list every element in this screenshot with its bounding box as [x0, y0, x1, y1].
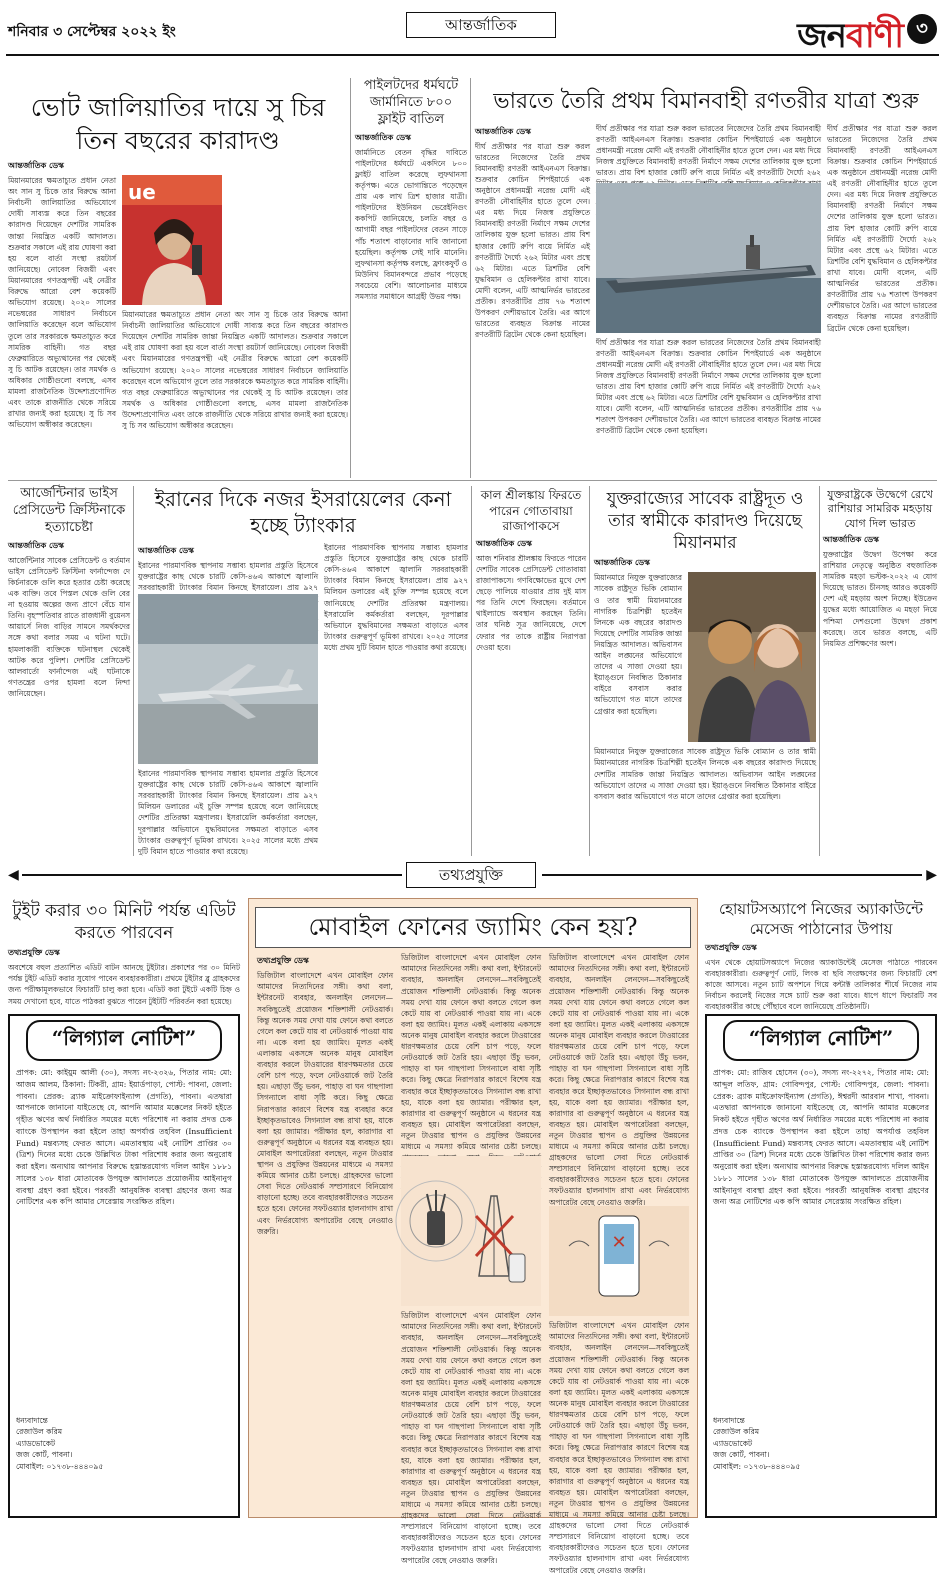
article-germany	[355, 78, 467, 478]
article-india-russia	[823, 488, 937, 856]
headline[interactable]: কাল শ্রীলঙ্কায় ফিরতে পারেন গোতাবায়া রাজাপাকসে	[480, 488, 582, 534]
article-body-cont3: ডিজিটাল বাংলাদেশে এখন মোবাইল ফোন আমাদের নিত্যদিনের সঙ্গী। কথা বলা, ইন্টারনেট ব্যবহার, অনলাইন লেনদেন—সবকিছুতেই প্রয়োজন শক্তিশালী নেটওয়ার্ক। কিন্তু অনেক সময় দেখা যায় ফোনে কথা বলতে গেলে কল কেটে যায় বা নেটওয়ার্ক পাওয়া যায় না। একে বলা হয় জ্যামিং। মূলত একই এলাকায় একসঙ্গে অনেক মানুষ মোবাইল ব্যবহার করলে টাওয়ারের ধারণক্ষমতার চেয়ে বেশি চাপ পড়ে, ফলে নেটওয়ার্কে জট তৈরি হয়। এছাড়া উঁচু ভবন, পাহাড় বা ঘন গাছপালা সিগন্যালে বাধা সৃষ্টি করে। কিছু ক্ষেত্রে নিরাপত্তার কারণে বিশেষ যন্ত্র ব্যবহার করে ইচ্ছাকৃতভাবেও সিগন্যাল বন্ধ রাখা হয়, যাকে বলা হয় জ্যামার। পরীক্ষার হল, কারাগার বা গুরুত্বপূর্ণ অনুষ্ঠানে এ ধরনের যন্ত্র ব্যবহৃত হয়। মোবাইল অপারেটররা বলছেন, নতুন টাওয়ার স্থাপন ও প্রযুক্তির উন্নয়নের মাধ্যমে এ সমস্যা কমিয়ে আনার চেষ্টা চলছে। গ্রাহকদের ভালো সেবা দিতে নেটওয়ার্ক সম্প্রসারণে বিনিয়োগ বাড়ানো হচ্ছে। তবে ব্যবহারকারীদেরও সচেতন হতে হবে। ফোনের সফটওয়্যার হালনাগাদ রাখা এবং নির্ভরযোগ্য অপারেটর বেছে নেওয়াও জরুরি।	[549, 953, 689, 1207]
article-body-cont4: ডিজিটাল বাংলাদেশে এখন মোবাইল ফোন আমাদের নিত্যদিনের সঙ্গী। কথা বলা, ইন্টারনেট ব্যবহার, অনলাইন লেনদেন—সবকিছুতেই প্রয়োজন শক্তিশালী নেটওয়ার্ক। কিন্তু অনেক সময় দেখা যায় ফোনে কথা বলতে গেলে কল কেটে যায় বা নেটওয়ার্ক পাওয়া যায় না। একে বলা হয় জ্যামিং। মূলত একই এলাকায় একসঙ্গে অনেক মানুষ মোবাইল ব্যবহার করলে টাওয়ারের ধারণক্ষমতার চেয়ে বেশি চাপ পড়ে, ফলে নেটওয়ার্কে জট তৈরি হয়। এছাড়া উঁচু ভবন, পাহাড় বা ঘন গাছপালা সিগন্যালে বাধা সৃষ্টি করে। কিছু ক্ষেত্রে নিরাপত্তার কারণে বিশেষ যন্ত্র ব্যবহার করে ইচ্ছাকৃতভাবেও সিগন্যাল বন্ধ রাখা হয়, যাকে বলা হয় জ্যামার। পরীক্ষার হল, কারাগার বা গুরুত্বপূর্ণ অনুষ্ঠানে এ ধরনের যন্ত্র ব্যবহৃত হয়। মোবাইল অপারেটররা বলছেন, নতুন টাওয়ার স্থাপন ও প্রযুক্তির উন্নয়নের মাধ্যমে এ সমস্যা কমিয়ে আনার চেষ্টা চলছে। গ্রাহকদের ভালো সেবা দিতে নেটওয়ার্ক সম্প্রসারণে বিনিয়োগ বাড়ানো হচ্ছে। তবে ব্যবহারকারীদেরও সচেতন হতে হবে। ফোনের সফটওয়্যার হালনাগাদ রাখা এবং নির্ভরযোগ্য অপারেটর বেছে নেওয়াও জরুরি।	[549, 1321, 689, 1575]
headline[interactable]: ভারতে তৈরি প্রথম বিমানবাহী রণতরীর যাত্রা শুরু	[493, 89, 919, 114]
svg-text:✕: ✕	[611, 1232, 627, 1254]
desk-label: আন্তর্জাতিক ডেস্ক	[476, 537, 532, 548]
desk-label: তথ্যপ্রযুক্তি ডেস্ক	[705, 942, 757, 952]
suu-kyi-photo	[122, 175, 222, 305]
headline[interactable]: ইরানের দিকে নজর ইসরায়েলের কেনা হচ্ছে ট্যাংকার	[154, 487, 452, 537]
article-body: আর্জেন্টিনার সাবেক প্রেসিডেন্ট ও বর্তমান ভাইস প্রেসিডেন্ট ক্রিস্টিনা ফার্নান্দেজ দে কির্চনারকে গুলি করে হত্যার চেষ্টা করেছে এক ব্যক্তি। তবে পিস্তল থেকে গুলি বের না হওয়ায় অল্পের জন্য প্রাণে বেঁচে যান তিনি। বৃহস্পতিবার রাতে রাজধানী বুয়েনস আয়ার্সে নিজ বাড়ির সামনে সমর্থকদের সঙ্গে কথা বলার সময় এ ঘটনা ঘটে। হামলাকারী ব্যক্তিকে ঘটনাস্থল থেকেই আটক করে পুলিশ। দেশটির প্রেসিডেন্ট আলবার্তো ফার্নান্দেজ এই ঘটনাকে গণতন্ত্রের ওপর হামলা বলে নিন্দা জানিয়েছেন।	[8, 555, 130, 698]
notice-title: “লিগ্যাল নোটিশ”	[26, 1020, 222, 1061]
article-israel	[138, 486, 468, 856]
article-body: মিয়ানমারের ক্ষমতাচ্যুত প্রধান নেতা অং সান সু চিকে তার বিরুদ্ধে আনা নির্বাচনী জালিয়াতির অভিযোগে দোষী সাব্যস্ত করে তিন বছরের কারাদণ্ড দিয়েছেন দেশটির সামরিক জান্তা নিয়ন্ত্রিত একটি আদালত। শুক্রবার সকালে এই রায় ঘোষণা করা হয় বলে বার্তা সংস্থা রয়টার্স জানিয়েছে। নোবেল বিজয়ী এবং মিয়ানমারের গণতন্ত্রপন্থী এই নেত্রীর বিরুদ্ধে আরো বেশ কয়েকটি অভিযোগ রয়েছে। ২০২০ সালের নভেম্বরের সাধারণ নির্বাচনে জালিয়াতি করেছেন বলে অভিযোগ তুলে তার সরকারকে ক্ষমতাচ্যুত করে সামরিক বাহিনী। গত বছর ফেব্রুয়ারিতে অভ্যুত্থানের পর থেকেই সু চি আটক রয়েছেন। তার সমর্থক ও অধিকার গোষ্ঠীগুলো বলছে, এসব মামলা রাজনৈতিক উদ্দেশ্যপ্রণোদিত এবং তাকে রাজনীতি থেকে সরিয়ে রাখার জন্যই করা হয়েছে। সু চি সব অভিযোগ অস্বীকার করেছেন।	[8, 176, 116, 430]
tanker-photo	[138, 594, 318, 764]
masthead	[6, 6, 939, 56]
carrier-photo	[596, 183, 821, 333]
issue-date: শনিবার ৩ সেপ্টেম্বর ২০২২ ইং	[8, 24, 176, 40]
legal-notice-left	[8, 1014, 240, 1518]
desk-label: আন্তর্জাতিক ডেস্ক	[8, 160, 64, 170]
headline[interactable]: পাইলটদের ধর্মঘটে জার্মানিতে ৮০০ ফ্লাইট বাতিল	[363, 78, 459, 127]
desk-label: আন্তর্জাতিক ডেস্ক	[355, 131, 411, 142]
article-whatsapp	[705, 900, 937, 1012]
article-mobile-jamming	[248, 898, 698, 1575]
article-body: দীর্ঘ প্রতীক্ষার পর যাত্রা শুরু করল ভারতের নিজেদের তৈরি প্রথম বিমানবাহী রণতরী আইএনএস বিক্রান্ত। শুক্রবার কোচিন শিপইয়ার্ডে এক অনুষ্ঠানে প্রধানমন্ত্রী নরেন্দ্র মোদী এই রণতরী নৌবাহিনীর হাতে তুলে দেন। এর মধ্য দিয়ে নিজস্ব প্রযুক্তিতে বিমানবাহী রণতরী নির্মাণে সক্ষম দেশের তালিকায় যুক্ত হলো ভারত। প্রায় বিশ হাজার কোটি রুপি ব্যয়ে নির্মিত এই রণতরীটি দৈর্ঘ্যে ২৬২ মিটার এবং প্রস্থে ৬২ মিটার। এতে ত্রিশটির বেশি যুদ্ধবিমান ও হেলিকপ্টার রাখা যাবে। মোদী বলেন, এটি আত্মনির্ভর ভারতের প্রতীক। রণতরীটির প্রায় ৭৬ শতাংশ উপকরণ দেশীয়ভাবে তৈরি। এর আগে ভারতের ব্যবহৃত বিক্রান্ত নামের রণতরীটি ব্রিটেন থেকে কেনা হয়েছিল।	[475, 141, 590, 340]
section-label: তথ্যপ্রযুক্তি	[406, 862, 536, 888]
article-srilanka	[476, 488, 586, 856]
desk-label: আন্তর্জাতিক ডেস্ক	[475, 125, 531, 136]
article-body-cont: ইরানের পারমাণবিক স্থাপনায় সম্ভাব্য হামলার প্রস্তুতি হিসেবে যুক্তরাষ্ট্রের কাছ থেকে চারটি কেসি-৪৬এ আকাশে জ্বালানি সরবরাহকারী ট্যাংকার বিমান কিনছে ইসরায়েল। প্রায় ৯২৭ মিলিয়ন ডলারের এই চুক্তি সম্পন্ন হয়েছে বলে জানিয়েছে দেশটির প্রতিরক্ষা মন্ত্রণালয়। ইসরায়েলি কর্মকর্তারা বলছেন, দূরপাল্লার অভিযানে যুদ্ধবিমানের সক্ষমতা বাড়াতে এসব ট্যাংকার গুরুত্বপূর্ণ ভূমিকা রাখবে। ২০২৫ সালের মধ্যে প্রথম দুটি বিমান হাতে পাওয়ার কথা রয়েছে।	[138, 769, 318, 856]
article-body: আজ শনিবার শ্রীলঙ্কায় ফিরতে পারেন দেশটির সাবেক প্রেসিডেন্ট গোতাবায়া রাজাপাকসে। গণবিক্ষোভের মুখে দেশ ছেড়ে পালিয়ে যাওয়ার প্রায় দুই মাস পর তিনি দেশে ফিরছেন। বর্তমানে থাইল্যান্ডে অবস্থান করছেন তিনি। তার ঘনিষ্ঠ সূত্র জানিয়েছে, দেশে ফেরার পর তাকে রাষ্ট্রীয় নিরাপত্তা দেওয়া হবে।	[476, 553, 586, 652]
legal-notice-right	[705, 1014, 937, 1518]
notice-body: প্রাপক: মো: কাইয়ুম আলী (৩০), সদস্য নং-২৩২৬, পিতার নাম: মো: আজম আলম, ঠিকানা: টিকরী, গ্রাম: ইয়ার্ডপাড়া, পোস্ট: পাবনা, জেলা: পাবনা। প্রেরক: ব্র্যাক মাইক্রোফাইন্যান্স (প্রগতি), পাবনা। এতদ্বারা আপনাকে জানানো যাইতেছে যে, আপনি আমার মক্কেলের নিকট হইতে গৃহীত ঋণের অর্থ নির্ধারিত সময়ের মধ্যে পরিশোধ না করায় প্রদত্ত চেক ব্যাংকে উপস্থাপন করা হইলে তাহা অপর্যাপ্ত তহবিল (Insufficient Fund) মন্তব্যসহ ফেরত আসে। এমতাবস্থায় এই নোটিশ প্রাপ্তির ৩০ (ত্রিশ) দিনের মধ্যে চেকে উল্লিখিত টাকা পরিশোধ করার জন্য অনুরোধ করা হইল। অন্যথায় আপনার বিরুদ্ধে হস্তান্তরযোগ্য দলিল আইন ১৮৮১ সালের ১৩৮ ধারা মোতাবেক উপযুক্ত আদালতে প্রয়োজনীয় আইনানুগ ব্যবস্থা গ্রহণ করা হইবে। পরবর্তী আনুষঙ্গিক ব্যবস্থা গ্রহণের জন্য অত্র নোটিশের এক কপি আমার সেরেস্তায় সংরক্ষিত রহিল।	[16, 1068, 232, 1207]
tech-section-band	[6, 862, 939, 888]
article-body-cont2: দীর্ঘ প্রতীক্ষার পর যাত্রা শুরু করল ভারতের নিজেদের তৈরি প্রথম বিমানবাহী রণতরী আইএনএস বিক্রান্ত। শুক্রবার কোচিন শিপইয়ার্ডে এক অনুষ্ঠানে প্রধানমন্ত্রী নরেন্দ্র মোদী এই রণতরী নৌবাহিনীর হাতে তুলে দেন। এর মধ্য দিয়ে নিজস্ব প্রযুক্তিতে বিমানবাহী রণতরী নির্মাণে সক্ষম দেশের তালিকায় যুক্ত হলো ভারত। প্রায় বিশ হাজার কোটি রুপি ব্যয়ে নির্মিত এই রণতরীটি দৈর্ঘ্যে ২৬২ মিটার এবং প্রস্থে ৬২ মিটার। এতে ত্রিশটির বেশি যুদ্ধবিমান ও হেলিকপ্টার রাখা যাবে। মোদী বলেন, এটি আত্মনির্ভর ভারতের প্রতীক। রণতরীটির প্রায় ৭৬ শতাংশ উপকরণ দেশীয়ভাবে তৈরি। এর আগে ভারতের ব্যবহৃত বিক্রান্ত নামের রণতরীটি ব্রিটেন থেকে কেনা হয়েছিল।	[596, 337, 821, 436]
article-body: এখন থেকে হোয়াটসঅ্যাপে নিজের অ্যাকাউন্টেই মেসেজ পাঠাতে পারবেন ব্যবহারকারীরা। গুরুত্বপূর্ণ নোট, লিংক বা ছবি সংরক্ষণের জন্য ফিচারটি বেশ কাজে আসবে। নতুন চ্যাট অপশনে গিয়ে কন্টাক্ট তালিকার শীর্ষে নিজের নাম নির্বাচন করলেই নিজের সঙ্গে চ্যাট শুরু করা যাবে। ধাপে ধাপে ফিচারটি সব ব্যবহারকারীর কাছে পৌঁছাবে বলে জানিয়েছে প্রতিষ্ঠানটি।	[705, 958, 937, 1012]
article-argentina	[8, 486, 130, 856]
phone-illustration	[549, 1206, 689, 1316]
notice-body: প্রাপক: মো: রাজিব হোসেন (৩০), সদস্য নং-২২৭২, পিতার নাম: মো: আব্দুল লতিফ, গ্রাম: গোবিন্দপুর, পোস্ট: গোবিন্দপুর, জেলা: পাবনা। প্রেরক: ব্র্যাক মাইক্রোফাইন্যান্স (প্রগতি), ঈশ্বরদী আরবান শাখা, পাবনা। এতদ্বারা আপনাকে জানানো যাইতেছে যে, আপনি আমার মক্কেলের নিকট হইতে গৃহীত ঋণের অর্থ নির্ধারিত সময়ের মধ্যে পরিশোধ না করায় প্রদত্ত চেক ব্যাংকে উপস্থাপন করা হইলে তাহা অপর্যাপ্ত তহবিল (Insufficient Fund) মন্তব্যসহ ফেরত আসে। এমতাবস্থায় এই নোটিশ প্রাপ্তির ৩০ (ত্রিশ) দিনের মধ্যে চেকে উল্লিখিত টাকা পরিশোধ করার জন্য অনুরোধ করা হইল। অন্যথায় আপনার বিরুদ্ধে হস্তান্তরযোগ্য দলিল আইন ১৮৮১ সালের ১৩৮ ধারা মোতাবেক উপযুক্ত আদালতে প্রয়োজনীয় আইনানুগ ব্যবস্থা গ্রহণ করা হইবে। পরবর্তী আনুষঙ্গিক ব্যবস্থা গ্রহণের জন্য অত্র নোটিশের এক কপি আমার সেরেস্তায় সংরক্ষিত রহিল।	[713, 1068, 929, 1207]
right-arrow-icon: ▶	[926, 867, 937, 883]
article-body-cont: দীর্ঘ প্রতীক্ষার পর যাত্রা শুরু করল ভারতের নিজেদের তৈরি প্রথম বিমানবাহী রণতরী আইএনএস বিক্রান্ত। শুক্রবার কোচিন শিপইয়ার্ডে এক অনুষ্ঠানে প্রধানমন্ত্রী নরেন্দ্র মোদী এই রণতরী নৌবাহিনীর হাতে তুলে দেন। এর মধ্য দিয়ে নিজস্ব প্রযুক্তিতে বিমানবাহী রণতরী নির্মাণে সক্ষম দেশের তালিকায় যুক্ত হলো ভারত। প্রায় বিশ হাজার কোটি রুপি ব্যয়ে নির্মিত এই রণতরীটি দৈর্ঘ্যে ২৬২	[596, 123, 821, 178]
article-body-cont: ডিজিটাল বাংলাদেশে এখন মোবাইল ফোন আমাদের নিত্যদিনের সঙ্গী। কথা বলা, ইন্টারনেট ব্যবহার, অনলাইন লেনদেন—সবকিছুতেই প্রয়োজন শক্তিশালী নেটওয়ার্ক। কিন্তু অনেক সময় দেখা যায় ফোনে কথা বলতে গেলে কল কেটে যায় বা নেটওয়ার্ক পাওয়া যায় না। একে বলা হয় জ্যামিং। মূলত একই এলাকায় একসঙ্গে অনেক মানুষ মোবাইল ব্যবহার করলে টাওয়ারের ধারণক্ষমতার চেয়ে বেশি চাপ পড়ে, ফলে নেটওয়ার্কে জট তৈরি হয়। এছাড়া উঁচু ভবন, পাহাড় বা ঘন গাছপালা সিগন্যালে বাধা সৃষ্টি করে। কিছু ক্ষেত্রে নিরাপত্তার কারণে বিশেষ যন্ত্র ব্যবহার করে ইচ্ছাকৃতভাবেও সিগন্যাল বন্ধ রাখা হয়, যাকে বলা হয় জ্যামার। পরীক্ষার হল, কারাগার বা গুরুত্বপূর্ণ অনুষ্ঠানে এ ধরনের যন্ত্র ব্যবহৃত হয়। মোবাইল অপারেটররা বলছেন, নতুন টাওয়ার স্থাপন ও প্রযুক্তির উন্নয়নের মাধ্যমে এ সমস্যা কমিয়ে আনার চেষ্টা চলছে।	[401, 953, 541, 1152]
headline[interactable]: আর্জেন্টিনার ভাইস প্রেসিডেন্ট ক্রিস্টিনাকে হত্যাচেষ্টা	[12, 486, 126, 535]
article-body: মিয়ানমারে নিযুক্ত যুক্তরাজ্যের সাবেক রাষ্ট্রদূত ভিকি বোম্যান ও তার স্বামী মিয়ানমারের নাগরিক চিত্রশিল্পী হতেইন লিনকে এক বছরের কারাদণ্ড দিয়েছে দেশটির সামরিক জান্তা নিয়ন্ত্রিত আদালত। অভিবাসন আইন লঙ্ঘনের অভিযোগে তাদের এ সাজা দেওয়া হয়। ইয়াঙ্গুনে নিবন্ধিত ঠিকানার বাইরে বসবাস করার অভিযোগে গত মাসে তাদের গ্রেপ্তার করা হয়েছিল।	[594, 573, 682, 716]
article-twitter	[8, 900, 240, 1012]
svg-text:ue: ue	[128, 180, 156, 204]
article-body: ডিজিটাল বাংলাদেশে এখন মোবাইল ফোন আমাদের নিত্যদিনের সঙ্গী। কথা বলা, ইন্টারনেট ব্যবহার, অনলাইন লেনদেন—সবকিছুতেই প্রয়োজন শক্তিশালী নেটওয়ার্ক। কিন্তু অনেক সময় দেখা যায় ফোনে কথা বলতে গেলে কল কেটে যায় বা নেটওয়ার্ক পাওয়া যায় না। একে বলা হয় জ্যামিং। মূলত একই এলাকায় একসঙ্গে অনেক মানুষ মোবাইল ব্যবহার করলে টাওয়ারের ধারণক্ষমতার চেয়ে বেশি চাপ পড়ে, ফলে নেটওয়ার্কে জট তৈরি হয়। এছাড়া উঁচু ভবন, পাহাড় বা ঘন গাছপালা সিগন্যালে বাধা সৃষ্টি করে। কিছু ক্ষেত্রে নিরাপত্তার কারণে বিশেষ যন্ত্র ব্যবহার করে ইচ্ছাকৃতভাবেও সিগন্যাল বন্ধ রাখা হয়, যাকে বলা হয় জ্যামার। পরীক্ষার হল, কারাগার বা গুরুত্বপূর্ণ অনুষ্ঠানে এ ধরনের যন্ত্র ব্যবহৃত হয়। মোবাইল অপারেটররা বলছেন, নতুন টাওয়ার স্থাপন ও প্রযুক্তির উন্নয়নের মাধ্যমে এ সমস্যা কমিয়ে আনার চেষ্টা চলছে। গ্রাহকদের ভালো সেবা দিতে নেটওয়ার্ক সম্প্রসারণে বিনিয়োগ বাড়ানো হচ্ছে। তবে ব্যবহারকারীদেরও সচেতন হতে হবে। ফোনের সফটওয়্যার হালনাগাদ রাখা এবং নির্ভরযোগ্য অপারেটর বেছে নেওয়াও জরুরি।	[257, 971, 393, 1236]
article-body: জার্মানিতে বেতন বৃদ্ধির দাবিতে পাইলটদের ধর্মঘটে একদিনে ৮০০ ফ্লাইট বাতিল করেছে লুফথানসা কর্তৃপক্ষ। এতে ভোগান্তিতে পড়েছেন প্রায় এক লাখ ত্রিশ হাজার যাত্রী। পাইলটদের ইউনিয়ন ভেরেইনিগুং ককপিট জানিয়েছে, চলতি বছর ও আগামী বছর পাইলটদের বেতন সাড়ে পাঁচ শতাংশ বাড়ানোর দাবি জানানো হয়েছিল। কর্তৃপক্ষ সেই দাবি মানেনি। লুফথানসা কর্তৃপক্ষ বলছে, ফ্রাংকফুর্ট ও মিউনিখ বিমানবন্দরে প্রভাব পড়েছে সবচেয়ে বেশি। আলোচনার মাধ্যমে সমস্যার সমাধানে আগ্রহী উভয় পক্ষ।	[355, 147, 467, 302]
desk-label: আন্তর্জাতিক ডেস্ক	[823, 533, 879, 544]
article-body-cont: মিয়ানমারের ক্ষমতাচ্যুত প্রধান নেতা অং সান সু চিকে তার বিরুদ্ধে আনা নির্বাচনী জালিয়াতির অভিযোগে দোষী সাব্যস্ত করে তিন বছরের কারাদণ্ড দিয়েছেন দেশটির সামরিক জান্তা নিয়ন্ত্রিত একটি আদালত। শুক্রবার সকালে এই রায় ঘোষণা করা হয় বলে বার্তা সংস্থা রয়টার্স জানিয়েছে। নোবেল বিজয়ী এবং মিয়ানমারের গণতন্ত্রপন্থী এই নেত্রীর বিরুদ্ধে আরো বেশ কয়েকটি অভিযোগ রয়েছে। ২০২০ সালের নভেম্বরের সাধারণ নির্বাচনে জালিয়াতি করেছেন বলে অভিযোগ তুলে তার সরকারকে ক্ষমতাচ্যুত করে সামরিক বাহিনী। গত বছর ফেব্রুয়ারিতে অভ্যুত্থানের পর থেকেই সু চি আটক রয়েছেন। তার সমর্থক ও অধিকার গোষ্ঠীগুলো বলছে, এসব মামলা রাজনৈতিক উদ্দেশ্যপ্রণোদিত এবং তাকে রাজনীতি থেকে সরিয়ে রাখার জন্যই করা হয়েছে। সু চি সব অভিযোগ অস্বীকার করেছেন।	[122, 310, 348, 431]
article-myanmar-envoy	[594, 488, 816, 856]
headline[interactable]: মোবাইল ফোনের জ্যামিং কেন হয়?	[255, 907, 691, 948]
jammer-illustration	[401, 1156, 541, 1306]
article-body-cont: মিয়ানমারে নিযুক্ত যুক্তরাজ্যের সাবেক রাষ্ট্রদূত ভিকি বোম্যান ও তার স্বামী মিয়ানমারের নাগরিক চিত্রশিল্পী হতেইন লিনকে এক বছরের কারাদণ্ড দিয়েছে দেশটির সামরিক জান্তা নিয়ন্ত্রিত আদালত। অভিবাসন আইন লঙ্ঘনের অভিযোগে তাদের এ সাজা দেওয়া হয়। ইয়াঙ্গুনে নিবন্ধিত ঠিকানার বাইরে বসবাস করার অভিযোগে গত মাসে তাদের গ্রেপ্তার করা হয়েছিল।	[594, 747, 816, 801]
headline[interactable]: টুইট করার ৩০ মিনিট পর্যন্ত এডিট করতে পারবেন	[12, 901, 236, 944]
headline[interactable]: ভোট জালিয়াতির দায়ে সু চির তিন বছরের কারাদণ্ড	[30, 93, 326, 155]
desk-label: আন্তর্জাতিক ডেস্ক	[594, 557, 650, 568]
envoy-photo	[688, 572, 816, 742]
headline[interactable]: হোয়াটসঅ্যাপে নিজের অ্যাকাউন্টে মেসেজ পাঠানোর উপায়	[718, 900, 923, 938]
article-body: অবশেষে বহুল প্রত্যাশিত এডিট বাটন আনছে টুইটার। প্রকাশের পর ৩০ মিনিট পর্যন্ত টুইট এডিট করার সুযোগ পাবেন ব্যবহারকারীরা। প্রথমে টুইটার ব্লু গ্রাহকদের জন্য পরীক্ষামূলকভাবে ফিচারটি চালু করা হবে। এডিট করা টুইটে একটি চিহ্ন ও সময় দেখানো হবে, যাতে পাঠকরা বুঝতে পারেন টুইটটি পরিবর্তন করা হয়েছে।	[8, 963, 240, 1006]
section-label: আন্তর্জাতিক	[406, 12, 556, 38]
desk-label: আন্তর্জাতিক ডেস্ক	[8, 539, 64, 550]
article-body: যুক্তরাষ্ট্রের উদ্বেগ উপেক্ষা করে রাশিয়ার নেতৃত্বে অনুষ্ঠিত বহুজাতিক সামরিক মহড়া ভস্টক-২০২২ এ যোগ দিয়েছে ভারত। চীনসহ আরও কয়েকটি দেশ এই মহড়ায় অংশ নিচ্ছে। ইউক্রেন যুদ্ধের মধ্যে আয়োজিত এ মহড়া নিয়ে পশ্চিমা দেশগুলো উদ্বেগ প্রকাশ করেছে। তবে ভারত বলছে, এটি নিয়মিত প্রশিক্ষণের অংশ।	[823, 549, 937, 648]
notice-signature: ধন্যবাদান্তে রেজাউল করিম এ্যাডভোকেট জজ কোর্ট, পাবনা। মোবাইল: ০১৭৩৮-৪৪৪০৯৫	[713, 1416, 801, 1471]
page-number: ৩	[907, 14, 937, 44]
article-body-cont3: দীর্ঘ প্রতীক্ষার পর যাত্রা শুরু করল ভারতের নিজেদের তৈরি প্রথম বিমানবাহী রণতরী আইএনএস বিক্রান্ত। শুক্রবার কোচিন শিপইয়ার্ডে এক অনুষ্ঠানে প্রধানমন্ত্রী নরেন্দ্র মোদী এই রণতরী নৌবাহিনীর হাতে তুলে দেন। এর মধ্য দিয়ে নিজস্ব প্রযুক্তিতে বিমানবাহী রণতরী নির্মাণে সক্ষম দেশের তালিকায় যুক্ত হলো ভারত। প্রায় বিশ হাজার কোটি রুপি ব্যয়ে নির্মিত এই রণতরীটি দৈর্ঘ্যে ২৬২ মিটার এবং প্রস্থে ৬২ মিটার। এতে ত্রিশটির বেশি যুদ্ধবিমান ও হেলিকপ্টার রাখা যাবে। মোদী বলেন, এটি আত্মনির্ভর ভারতের প্রতীক। রণতরীটির প্রায় ৭৬ শতাংশ উপকরণ দেশীয়ভাবে তৈরি। এর আগে ভারতের ব্যবহৃত বিক্রান্ত নামের রণতরীটি ব্রিটেন থেকে কেনা হয়েছিল।	[827, 123, 937, 333]
headline[interactable]: যুক্তরাষ্ট্রকে উদ্বেগে রেখে রাশিয়ার সামরিক মহড়ায় যোগ দিল ভারত	[827, 488, 933, 530]
article-body-cont2: ডিজিটাল বাংলাদেশে এখন মোবাইল ফোন আমাদের নিত্যদিনের সঙ্গী। কথা বলা, ইন্টারনেট ব্যবহার, অনলাইন লেনদেন—সবকিছুতেই প্রয়োজন শক্তিশালী নেটওয়ার্ক। কিন্তু অনেক সময় দেখা যায় ফোনে কথা বলতে গেলে কল কেটে যায় বা নেটওয়ার্ক পাওয়া যায় না। একে বলা হয় জ্যামিং। মূলত একই এলাকায় একসঙ্গে অনেক মানুষ মোবাইল ব্যবহার করলে টাওয়ারের ধারণক্ষমতার চেয়ে বেশি চাপ পড়ে, ফলে নেটওয়ার্কে জট তৈরি হয়। এছাড়া উঁচু ভবন, পাহাড় বা ঘন গাছপালা সিগন্যালে বাধা সৃষ্টি করে। কিছু ক্ষেত্রে নিরাপত্তার কারণে বিশেষ যন্ত্র ব্যবহার করে ইচ্ছাকৃতভাবেও সিগন্যাল বন্ধ রাখা হয়, যাকে বলা হয় জ্যামার। পরীক্ষার হল, কারাগার বা গুরুত্বপূর্ণ অনুষ্ঠানে এ ধরনের যন্ত্র ব্যবহৃত হয়। মোবাইল অপারেটররা বলছেন, নতুন টাওয়ার স্থাপন ও প্রযুক্তির উন্নয়নের মাধ্যমে এ সমস্যা কমিয়ে আনার চেষ্টা চলছে। গ্রাহকদের ভালো সেবা দিতে নেটওয়ার্ক সম্প্রসারণে বিনিয়োগ বাড়ানো হচ্ছে। তবে ব্যবহারকারীদেরও সচেতন হতে হবে। ফোনের সফটওয়্যার হালনাগাদ রাখা এবং নির্ভরযোগ্য অপারেটর বেছে নেওয়াও জরুরি।	[401, 1311, 541, 1565]
article-india-carrier	[475, 88, 937, 478]
left-arrow-icon: ◀	[8, 867, 19, 883]
newspaper-logo[interactable]: জনবাণী	[797, 16, 903, 56]
article-body-cont2: ইরানের পারমাণবিক স্থাপনায় সম্ভাব্য হামলার প্রস্তুতি হিসেবে যুক্তরাষ্ট্রের কাছ থেকে চারটি কেসি-৪৬এ আকাশে জ্বালানি সরবরাহকারী ট্যাংকার বিমান কিনছে ইসরায়েল। প্রায় ৯২৭ মিলিয়ন ডলারের এই চুক্তি সম্পন্ন হয়েছে বলে জানিয়েছে দেশটির প্রতিরক্ষা মন্ত্রণালয়। ইসরায়েলি কর্মকর্তারা বলছেন, দূরপাল্লার অভিযানে যুদ্ধবিমানের সক্ষমতা বাড়াতে এসব ট্যাংকার গুরুত্বপূর্ণ ভূমিকা রাখবে। ২০২৫ সালের মধ্যে প্রথম দুটি বিমান হাতে পাওয়ার কথা রয়েছে।	[324, 543, 468, 652]
headline[interactable]: যুক্তরাজ্যের সাবেক রাষ্ট্রদূত ও তার স্বামীকে কারাদণ্ড দিয়েছে মিয়ানমার	[606, 489, 804, 554]
article-body: ইরানের পারমাণবিক স্থাপনায় সম্ভাব্য হামলার প্রস্তুতি হিসেবে যুক্তরাষ্ট্রের কাছ থেকে চারটি কেসি-৪৬এ আকাশে জ্বালানি সরবরাহকারী ট্যাংকার বিমান কিনছে ইসরায়েল। প্রায় ৯২৭	[138, 561, 318, 593]
desk-label: তথ্যপ্রযুক্তি ডেস্ক	[257, 955, 309, 966]
notice-title: “লিগ্যাল নোটিশ”	[723, 1020, 919, 1061]
desk-label: তথ্যপ্রযুক্তি ডেস্ক	[8, 947, 60, 958]
notice-signature: ধন্যবাদান্তে রেজাউল করিম এ্যাডভোকেট জজ কোর্ট, পাবনা। মোবাইল: ০১৭৩৮-৪৪৪০৯৫	[16, 1416, 104, 1471]
article-suu-kyi	[8, 92, 348, 492]
desk-label: আন্তর্জাতিক ডেস্ক	[138, 545, 194, 555]
